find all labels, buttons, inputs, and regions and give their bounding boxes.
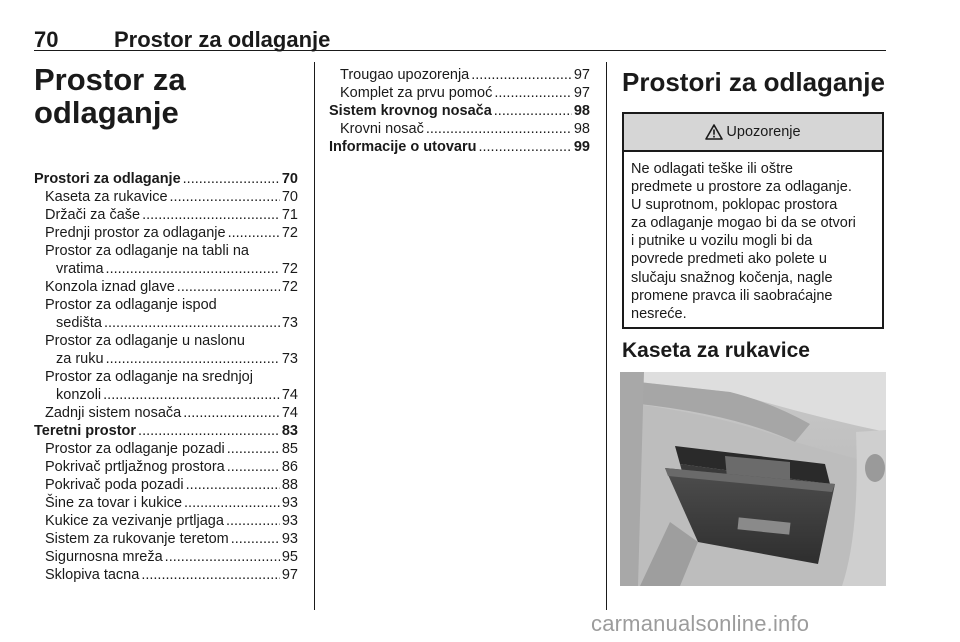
toc-entry-page: 99 [573,139,590,155]
toc-entry-label: Prostor za odlaganje u naslonu [45,333,245,349]
toc-entry-label: Konzola iznad glave [45,279,175,295]
toc-entry-label: sedišta [56,315,102,331]
toc-entry-page: 97 [573,85,590,101]
toc-entry-label: Sigurnosna mreža [45,549,163,565]
warning-text-line: povrede predmeti ako polete u [631,251,827,268]
toc-entry-label: Komplet za prvu pomoć [340,85,493,101]
chapter-title [34,63,304,129]
toc-leader-dots [471,66,572,84]
toc-entry [34,296,298,332]
toc-leader-dots [106,260,280,278]
toc-entry-page: 93 [281,513,298,529]
toc-entry-label: Zadnji sistem nosača [45,405,182,421]
toc-entry [329,138,590,156]
warning-text-line: za odlaganje mogao bi da se otvori [631,215,856,232]
toc-leader-dots [227,458,280,476]
toc-entry-page: 93 [281,531,298,547]
watermark: carmanualsonline.info [591,611,810,636]
toc-entry [34,332,298,368]
warning-text-line: promene pravca ili saobraćajne [631,287,833,304]
toc-leader-dots [183,170,280,188]
toc-entry-label: Prednji prostor za odlaganje [45,225,226,241]
toc-entry-page: 93 [281,495,298,511]
toc-entry-label: Informacije o utovaru [329,139,477,155]
toc-entry-page: 72 [281,261,298,277]
toc-entry-page: 97 [281,567,298,583]
toc-leader-dots [104,314,280,332]
toc-entry-label: Prostor za odlaganje na srednjoj [45,369,253,385]
toc-entry-label: Sklopiva tacna [45,567,140,583]
toc-entry-page: 86 [281,459,298,475]
toc-entry [329,102,590,120]
toc-entry-label: Prostor za odlaganje ispod [45,297,217,313]
warning-text-line: nesreće. [631,305,687,322]
warning-text-line: U suprotnom, poklopac prostora [631,197,838,214]
toc-entry-label: Sistem krovnog nosača [329,103,492,119]
toc-entry [34,440,298,458]
toc-entry-label: za ruku [56,351,104,367]
toc-entry [34,458,298,476]
toc-column-1 [34,170,298,584]
toc-leader-dots [106,350,280,368]
toc-entry-label: Prostori za odlaganje [34,171,181,187]
toc-entry-page: 73 [281,351,298,367]
toc-leader-dots [170,188,280,206]
warning-text-line: i putnike u vozilu mogli bi da [631,233,813,250]
toc-entry-page: 74 [281,405,298,421]
glovebox-photo [620,372,886,586]
warning-box [622,112,884,329]
toc-leader-dots [103,386,280,404]
chapter-title-line2: odlaganje [34,95,179,130]
toc-entry-label: Krovni nosač [340,121,424,137]
toc-entry-label: Šine za tovar i kukice [45,495,183,511]
toc-leader-dots [494,84,572,102]
toc-entry [329,66,590,84]
toc-entry [34,242,298,278]
warning-text [624,152,882,323]
subsection-title: Kaseta za rukavice [622,339,810,362]
warning-header [624,114,882,152]
toc-entry-page: 70 [281,171,298,187]
toc-entry-page: 98 [573,103,590,119]
toc-entry-label: konzoli [56,387,102,403]
toc-entry [34,278,298,296]
toc-entry [34,476,298,494]
toc-entry-page: 95 [281,549,298,565]
toc-leader-dots [165,548,280,566]
toc-entry-label: Sistem za rukovanje teretom [45,531,229,547]
toc-entry-page: 72 [281,279,298,295]
toc-leader-dots [494,102,572,120]
toc-entry-page: 88 [281,477,298,493]
toc-entry-page: 97 [573,67,590,83]
toc-entry-page: 71 [281,207,298,223]
toc-entry-label: Kukice za vezivanje prtljaga [45,513,224,529]
section-title: Prostori za odlaganje [622,67,885,97]
toc-entry-page: 74 [281,387,298,403]
toc-entry-page: 70 [281,189,298,205]
chapter-title-line1: Prostor za [34,62,186,97]
toc-entry-page: 73 [281,315,298,331]
toc-entry-page: 72 [281,225,298,241]
toc-entry [34,494,298,512]
toc-entry-label: vratima [56,261,104,277]
running-title: Prostor za odlaganje [114,27,331,52]
toc-entry-label: Trougao upozorenja [340,67,470,83]
toc-leader-dots [142,206,280,224]
toc-leader-dots [226,512,280,530]
toc-leader-dots [227,440,280,458]
toc-leader-dots [186,476,280,494]
toc-entry-label: Pokrivač poda pozadi [45,477,184,493]
warning-triangle-icon [705,124,723,140]
toc-entry-label: Prostor za odlaganje na tabli na [45,243,249,259]
toc-leader-dots [426,120,572,138]
toc-entry [34,422,298,440]
toc-entry-label: Teretni prostor [34,423,137,439]
toc-entry-label: Kaseta za rukavice [45,189,168,205]
toc-leader-dots [478,138,571,156]
column-divider-left [314,62,315,610]
toc-entry-label: Pokrivač prtljažnog prostora [45,459,225,475]
toc-entry [34,530,298,548]
toc-entry-label: Držači za čaše [45,207,141,223]
toc-column-2 [329,66,590,156]
toc-entry [34,566,298,584]
toc-entry [329,120,590,138]
toc-entry [34,404,298,422]
toc-entry [329,84,590,102]
warning-text-line: predmete u prostore za odlaganje. [631,179,852,196]
toc-entry [34,170,298,188]
toc-entry [34,548,298,566]
page-number: 70 [34,27,59,52]
toc-leader-dots [228,224,280,242]
toc-leader-dots [138,422,280,440]
toc-leader-dots [184,494,280,512]
toc-leader-dots [231,530,280,548]
toc-entry-page: 98 [573,121,590,137]
toc-entry [34,368,298,404]
header-rule [34,50,886,51]
toc-leader-dots [177,278,280,296]
warning-label: Upozorenje [726,124,801,140]
toc-entry [34,512,298,530]
warning-text-line: Ne odlagati teške ili oštre [631,161,793,177]
toc-entry-page: 85 [281,441,298,457]
toc-entry-label: Prostor za odlaganje pozadi [45,441,225,457]
toc-entry-page: 83 [281,423,298,439]
toc-entry [34,224,298,242]
warning-text-line: slučaju snažnog kočenja, nagle [631,269,833,286]
column-divider-right [606,62,607,610]
toc-leader-dots [183,404,280,422]
toc-entry [34,188,298,206]
toc-entry [34,206,298,224]
toc-leader-dots [141,566,280,584]
